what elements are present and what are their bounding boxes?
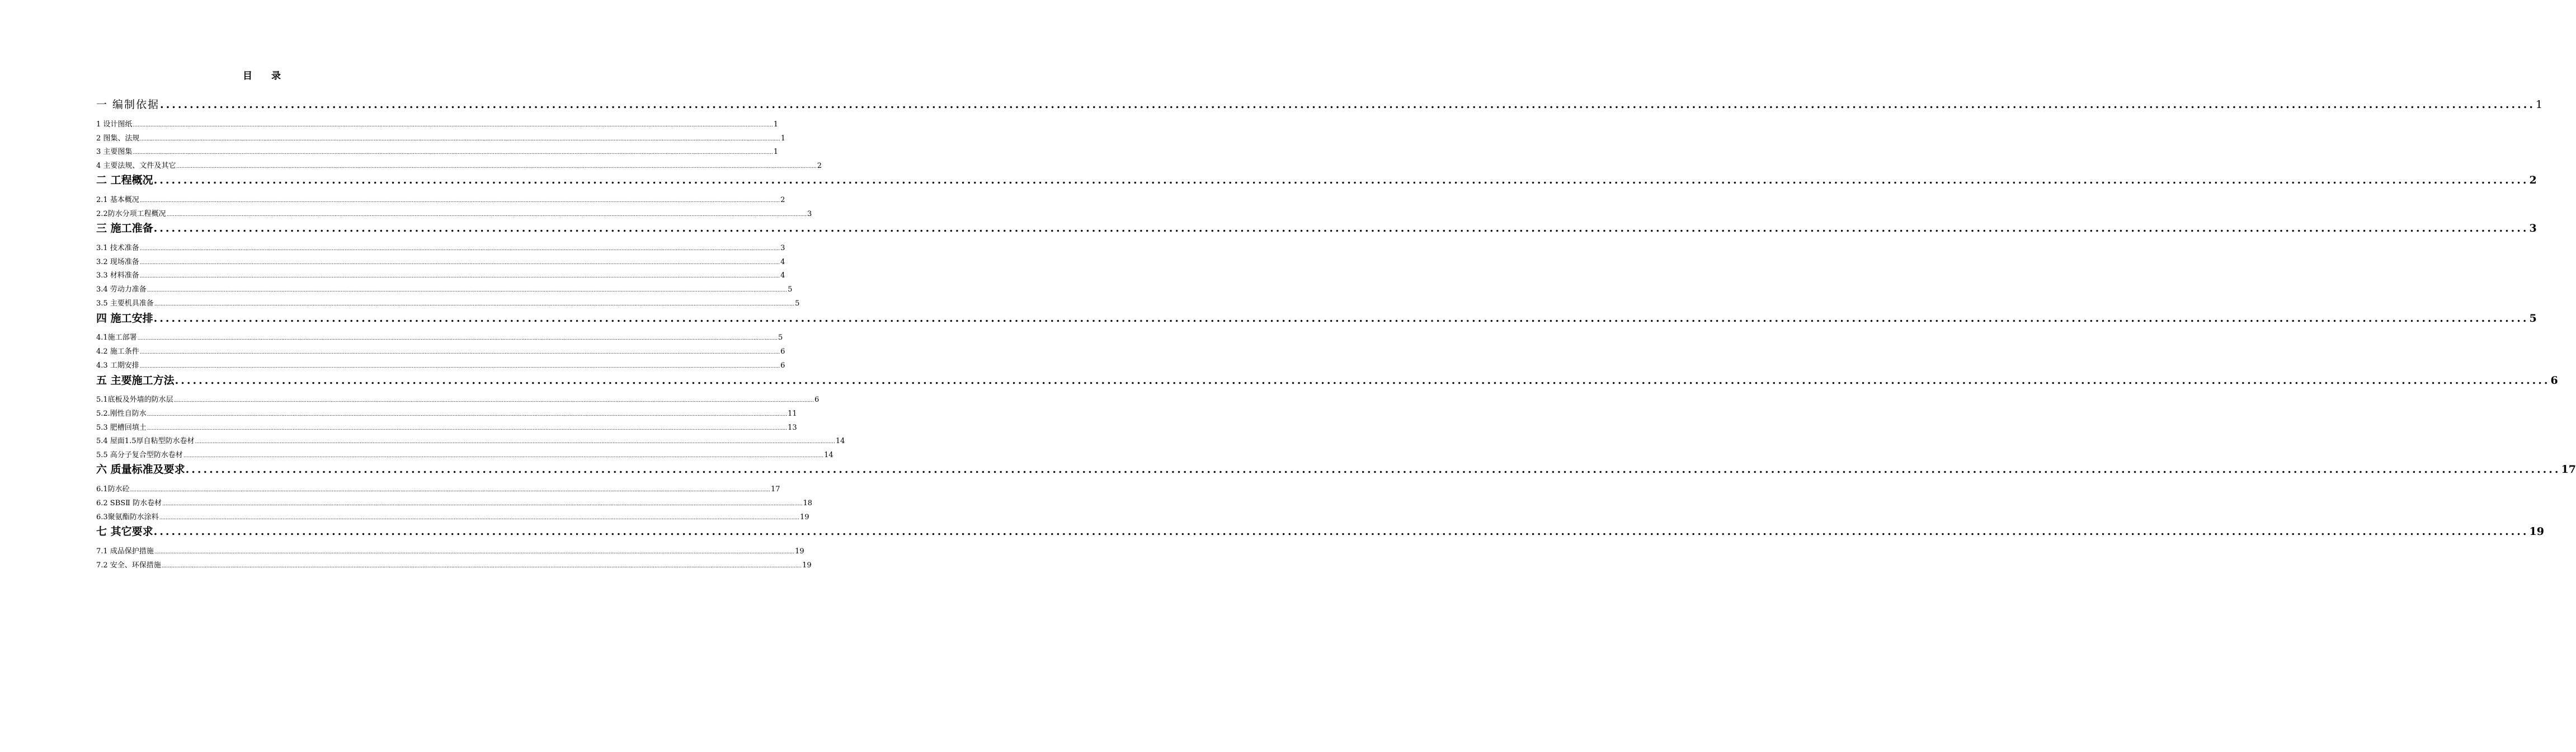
toc-entry-label: 3.4 劳动力准备 xyxy=(96,285,147,294)
dot-leader: ................................................................................................................................................................................................................................................................................................................................................................................................................ xyxy=(183,453,824,459)
toc-entry-page: 17 xyxy=(2561,463,2576,476)
toc-subsection-entry[interactable] xyxy=(96,285,793,295)
toc-entry-label: 一 编制依据 xyxy=(96,98,160,111)
toc-entry-page: 14 xyxy=(824,451,833,459)
toc-subsection-entry[interactable] xyxy=(96,347,785,357)
toc-entry-page: 1 xyxy=(2535,98,2544,111)
toc-entry-page: 5 xyxy=(795,299,800,308)
dot-leader: ................................................................................................................................................................................................................................................................................................................................................................................................................ xyxy=(133,150,773,156)
toc-section-entry[interactable] xyxy=(96,311,2537,326)
dot-leader: ................................................................................................................................................................................................................................................................................................................................................................................................................ xyxy=(139,246,780,252)
toc-entry-page: 14 xyxy=(835,437,845,445)
dot-leader: ................................................................................................................................................................................................................................................................................................................................................................................................................ xyxy=(147,426,788,431)
dot-leader: ................................................................................................................................................................................................................................................................................................................................................................................................................ xyxy=(176,164,817,170)
toc-subsection-entry[interactable] xyxy=(96,361,785,371)
toc-subsection-entry[interactable] xyxy=(96,333,783,343)
dot-leader: ................................................................................................................................................................................................................................................................................................................................................................................................................ xyxy=(154,549,795,555)
toc-subsection-entry[interactable] xyxy=(96,195,785,205)
toc-entry-page: 4 xyxy=(780,271,785,280)
toc-section-entry[interactable] xyxy=(96,524,2544,539)
dot-leader: ................................................................................................................................................................................................................................................................................................................................................................................................................ xyxy=(173,398,814,403)
toc-entry-label: 4.3 工期安排 xyxy=(96,361,139,370)
dot-leader: ................................................................................................................................................................................................................................................................................................................................................................................................................ xyxy=(153,525,2529,538)
toc-section-entry[interactable] xyxy=(96,462,2576,477)
toc-entry-label: 五 主要施工方法 xyxy=(96,374,175,387)
toc-entry-label: 5.2.刚性自防水 xyxy=(96,410,147,418)
toc-entry-label: 四 施工安排 xyxy=(96,312,153,325)
toc-entry-page: 6 xyxy=(814,396,820,404)
dot-leader: ................................................................................................................................................................................................................................................................................................................................................................................................................ xyxy=(160,98,2535,111)
toc-entry-page: 3 xyxy=(807,210,812,218)
toc-section-entry[interactable] xyxy=(96,221,2537,236)
dot-leader: ................................................................................................................................................................................................................................................................................................................................................................................................................ xyxy=(166,212,807,218)
toc-entry-label: 6.3聚氨酯防水涂料 xyxy=(96,513,159,521)
dot-leader: ................................................................................................................................................................................................................................................................................................................................................................................................................ xyxy=(139,364,780,369)
dot-leader: ................................................................................................................................................................................................................................................................................................................................................................................................................ xyxy=(137,336,778,341)
page-title: 目 录 xyxy=(243,70,289,82)
toc-entry-page: 2 xyxy=(817,162,822,170)
toc-subsection-entry[interactable] xyxy=(96,513,809,523)
toc-entry-page: 19 xyxy=(800,513,809,521)
toc-entry-page: 3 xyxy=(780,244,785,252)
toc-entry-page: 3 xyxy=(2529,222,2537,234)
toc-entry-label: 3.1 技术准备 xyxy=(96,244,139,252)
toc-entry-label: 6.1防水砼 xyxy=(96,485,130,494)
toc-section-entry[interactable] xyxy=(96,173,2537,187)
toc-entry-label: 5.3 肥槽回填土 xyxy=(96,424,147,432)
toc-entry-label: 2.2防水分项工程概况 xyxy=(96,210,166,218)
toc-subsection-entry[interactable] xyxy=(96,243,785,253)
toc-entry-page: 2 xyxy=(2529,174,2537,186)
dot-leader: ................................................................................................................................................................................................................................................................................................................................................................................................................ xyxy=(175,374,2550,387)
toc-entry-page: 17 xyxy=(771,485,780,494)
toc-subsection-entry[interactable] xyxy=(96,134,786,144)
toc-entry-page: 6 xyxy=(780,361,785,370)
toc-entry-label: 2 图集、法规 xyxy=(96,134,140,143)
dot-leader: ................................................................................................................................................................................................................................................................................................................................................................................................................ xyxy=(130,487,771,493)
toc-subsection-entry[interactable] xyxy=(96,271,785,281)
toc-subsection-entry[interactable] xyxy=(96,120,779,130)
dot-leader: ................................................................................................................................................................................................................................................................................................................................................................................................................ xyxy=(139,274,780,279)
toc-entry-label: 3.5 主要机具准备 xyxy=(96,299,154,308)
toc-entry-page: 5 xyxy=(788,285,793,294)
toc-section-entry[interactable] xyxy=(96,373,2558,388)
dot-leader: ................................................................................................................................................................................................................................................................................................................................................................................................................ xyxy=(139,198,780,204)
toc-subsection-entry[interactable] xyxy=(96,257,785,267)
dot-leader: ................................................................................................................................................................................................................................................................................................................................................................................................................ xyxy=(154,302,795,307)
toc-entry-page: 19 xyxy=(2529,525,2544,538)
toc-entry-page: 11 xyxy=(788,410,797,418)
toc-subsection-entry[interactable] xyxy=(96,561,812,571)
toc-entry-label: 4.1施工部署 xyxy=(96,333,137,342)
toc-subsection-entry[interactable] xyxy=(96,423,797,433)
toc-entry-label: 7.2 安全、环保措施 xyxy=(96,561,161,570)
dot-leader: ................................................................................................................................................................................................................................................................................................................................................................................................................ xyxy=(133,123,773,128)
dot-leader: ................................................................................................................................................................................................................................................................................................................................................................................................................ xyxy=(140,137,780,142)
dot-leader: ................................................................................................................................................................................................................................................................................................................................................................................................................ xyxy=(139,260,780,266)
toc-entry-page: 13 xyxy=(788,424,797,432)
toc-entry-label: 三 施工准备 xyxy=(96,222,153,234)
dot-leader: ................................................................................................................................................................................................................................................................................................................................................................................................................ xyxy=(185,463,2561,476)
toc-entry-page: 2 xyxy=(780,196,785,204)
dot-leader: ................................................................................................................................................................................................................................................................................................................................................................................................................ xyxy=(153,174,2529,186)
toc-subsection-entry[interactable] xyxy=(96,409,797,419)
dot-leader: ................................................................................................................................................................................................................................................................................................................................................................................................................ xyxy=(153,222,2529,234)
toc-entry-label: 7.1 成品保护措施 xyxy=(96,547,154,556)
toc-entry-page: 19 xyxy=(802,561,812,570)
toc-entry-label: 六 质量标准及要求 xyxy=(96,463,185,476)
toc-section-entry[interactable] xyxy=(96,97,2544,112)
toc-entry-page: 1 xyxy=(773,120,779,129)
toc-subsection-entry[interactable] xyxy=(96,209,812,219)
toc-entry-page: 6 xyxy=(780,347,785,356)
toc-entry-label: 4.2 施工条件 xyxy=(96,347,139,356)
dot-leader: ................................................................................................................................................................................................................................................................................................................................................................................................................ xyxy=(161,563,802,569)
dot-leader: ................................................................................................................................................................................................................................................................................................................................................................................................................ xyxy=(147,288,788,293)
toc-entry-label: 4 主要法规、文件及其它 xyxy=(96,162,176,170)
dot-leader: ................................................................................................................................................................................................................................................................................................................................................................................................................ xyxy=(159,515,800,521)
toc-entry-page: 4 xyxy=(780,258,785,266)
toc-subsection-entry[interactable] xyxy=(96,450,833,460)
toc-subsection-entry[interactable] xyxy=(96,499,813,509)
toc-subsection-entry[interactable] xyxy=(96,436,845,446)
toc-entry-page: 19 xyxy=(795,547,804,556)
toc-entry-label: 6.2 SBSⅡ 防水卷材 xyxy=(96,499,162,507)
toc-subsection-entry[interactable] xyxy=(96,395,820,405)
dot-leader: ................................................................................................................................................................................................................................................................................................................................................................................................................ xyxy=(195,439,835,445)
toc-entry-label: 3.3 材料准备 xyxy=(96,271,139,280)
toc-entry-page: 6 xyxy=(2550,374,2558,387)
toc-entry-label: 2.1 基本概况 xyxy=(96,196,139,204)
toc-subsection-entry[interactable] xyxy=(96,161,822,171)
toc-entry-label: 3 主要图集 xyxy=(96,148,133,156)
toc-entry-label: 1 设计图纸 xyxy=(96,120,133,129)
toc-subsection-entry[interactable] xyxy=(96,485,780,495)
toc-entry-page: 5 xyxy=(2529,312,2537,325)
toc-entry-label: 5.5 高分子复合型防水卷材 xyxy=(96,451,183,459)
dot-leader: ................................................................................................................................................................................................................................................................................................................................................................................................................ xyxy=(153,312,2529,325)
dot-leader: ................................................................................................................................................................................................................................................................................................................................................................................................................ xyxy=(147,412,788,417)
toc-subsection-entry[interactable] xyxy=(96,147,779,157)
dot-leader: ................................................................................................................................................................................................................................................................................................................................................................................................................ xyxy=(139,350,780,355)
toc-entry-label: 5.1底板及外墙的防水层 xyxy=(96,396,173,404)
toc-entry-page: 1 xyxy=(773,148,779,156)
toc-entry-label: 3.2 现场准备 xyxy=(96,258,139,266)
toc-entry-page: 18 xyxy=(803,499,813,507)
toc-entry-label: 二 工程概况 xyxy=(96,174,153,186)
toc-entry-page: 1 xyxy=(780,134,786,143)
toc-subsection-entry[interactable] xyxy=(96,547,804,557)
toc-subsection-entry[interactable] xyxy=(96,299,800,309)
toc-entry-label: 七 其它要求 xyxy=(96,525,153,538)
dot-leader: ................................................................................................................................................................................................................................................................................................................................................................................................................ xyxy=(162,501,803,507)
toc-entry-label: 5.4 屋面1.5厚自粘型防水卷材 xyxy=(96,437,195,445)
toc-entry-page: 5 xyxy=(778,333,783,342)
